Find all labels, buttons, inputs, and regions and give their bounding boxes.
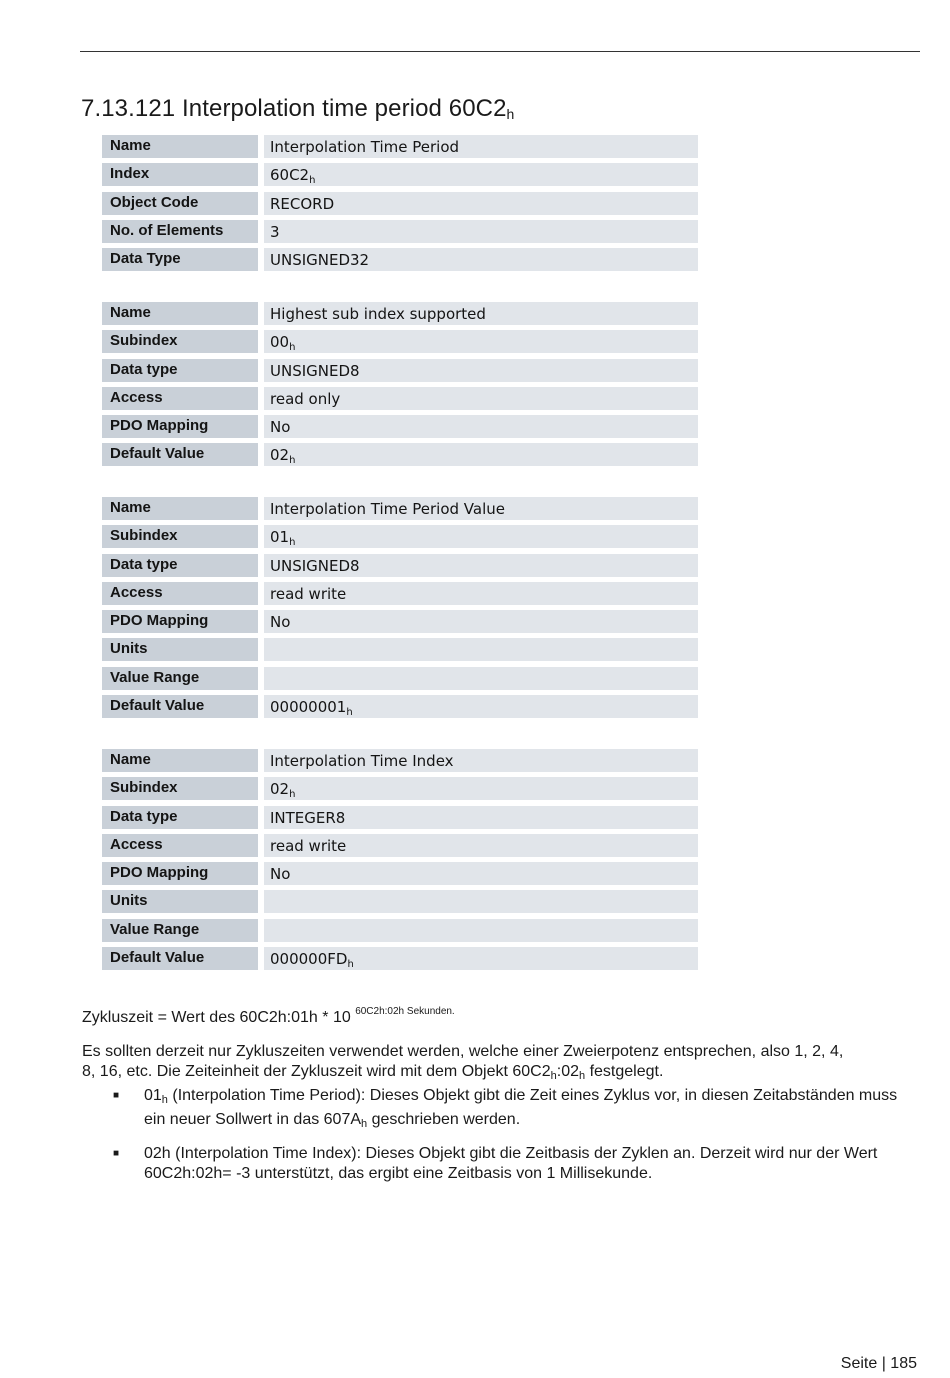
row-label: PDO Mapping <box>102 862 258 885</box>
table-row <box>102 890 698 913</box>
row-value <box>264 862 698 885</box>
row-label: Units <box>102 638 258 661</box>
table-row <box>102 638 698 661</box>
paragraph-line-2c: festgelegt. <box>585 1063 664 1080</box>
section-heading <box>81 95 514 123</box>
table-row <box>102 554 698 577</box>
table-row <box>102 806 698 829</box>
row-value-suffix: h <box>289 789 296 801</box>
row-value-text: No <box>270 865 291 884</box>
row-value-suffix: h <box>309 175 316 187</box>
row-label: Value Range <box>102 667 258 690</box>
section-number: 7.13.121 <box>81 95 176 122</box>
row-label: Value Range <box>102 919 258 942</box>
row-value-text: 00 <box>270 333 290 352</box>
table-row <box>102 834 698 857</box>
cycle-time-formula <box>82 1002 922 1028</box>
row-label: Data type <box>102 554 258 577</box>
header-rule <box>80 51 920 52</box>
page-footer: Seite | 185 <box>840 1355 917 1372</box>
row-value <box>264 220 698 243</box>
row-label: Data Type <box>102 248 258 271</box>
table-row <box>102 135 698 158</box>
table-row <box>102 667 698 690</box>
row-value-suffix: h <box>289 455 296 467</box>
row-value <box>264 330 698 353</box>
row-value-text: read write <box>270 584 347 603</box>
bullet-marker: ■ <box>113 1148 120 1159</box>
table-row <box>102 359 698 382</box>
table-row <box>102 302 698 325</box>
row-value-text: 000000FD <box>270 950 348 969</box>
row-value <box>264 554 698 577</box>
row-value-text: 3 <box>270 222 280 241</box>
row-value-suffix: h <box>289 537 296 549</box>
row-label: Subindex <box>102 330 258 353</box>
row-value <box>264 525 698 548</box>
row-value-text: INTEGER8 <box>270 808 346 827</box>
paragraph-sub-1: h <box>550 1070 557 1082</box>
row-value <box>264 667 698 690</box>
row-value <box>264 834 698 857</box>
table-row <box>102 330 698 353</box>
parameter-table <box>102 135 698 276</box>
row-value-text: Interpolation Time Period Value <box>270 500 505 518</box>
row-value-text: Highest sub index supported <box>270 305 486 323</box>
row-value-text: UNSIGNED8 <box>270 556 360 575</box>
row-value <box>264 302 698 325</box>
paragraph-sub-2: h <box>579 1070 586 1082</box>
row-value-text: Interpolation Time Index <box>270 752 454 770</box>
row-label: PDO Mapping <box>102 415 258 438</box>
row-label: Default Value <box>102 695 258 718</box>
row-label: Default Value <box>102 947 258 970</box>
paragraph-line-1: Es sollten derzeit nur Zykluszeiten verwendet werden, welche einer Zweierpotenz entsprechen, also 1, 2, 4, <box>82 1043 844 1060</box>
formula-exponent: 60C2h:02h Sekunden. <box>355 1006 455 1017</box>
bullet-list <box>82 1086 922 1194</box>
row-value-text: read write <box>270 836 347 855</box>
row-value <box>264 919 698 942</box>
table-row <box>102 919 698 942</box>
row-value-text: 60C2 <box>270 166 310 185</box>
parameter-table <box>102 302 698 472</box>
row-value <box>264 582 698 605</box>
row-label: Name <box>102 135 258 158</box>
parameter-table <box>102 497 698 723</box>
row-value-text: 00000001 <box>270 698 347 717</box>
row-label: Index <box>102 163 258 186</box>
row-value-text: 01 <box>270 528 290 547</box>
table-row <box>102 415 698 438</box>
table-row <box>102 192 698 215</box>
bullet-1-b: (Interpolation Time Period): Dieses Objekt gibt die Zeit eines Zyklus vor, in diesen Zeitabständen muss ein neuer Sollwert in das 607A <box>144 1087 898 1128</box>
bullet-1-c: geschrieben werden. <box>367 1111 521 1128</box>
row-value <box>264 359 698 382</box>
row-value-suffix: h <box>347 959 354 971</box>
table-row <box>102 387 698 410</box>
row-label: Subindex <box>102 525 258 548</box>
bullet-1-sub-b: h <box>361 1118 368 1130</box>
table-row <box>102 582 698 605</box>
row-value-text: Interpolation Time Period <box>270 138 460 156</box>
row-value <box>264 497 698 520</box>
row-label: Default Value <box>102 443 258 466</box>
row-label: Object Code <box>102 192 258 215</box>
row-label: Access <box>102 387 258 410</box>
table-row <box>102 525 698 548</box>
row-value-suffix: h <box>289 342 296 354</box>
row-label: No. of Elements <box>102 220 258 243</box>
bullet-1-sub-a: h <box>161 1094 168 1106</box>
row-label: Name <box>102 497 258 520</box>
table-row <box>102 248 698 271</box>
row-value <box>264 806 698 829</box>
row-value-text: UNSIGNED8 <box>270 361 360 380</box>
row-label: Access <box>102 582 258 605</box>
table-row <box>102 695 698 718</box>
row-value-text: RECORD <box>270 194 335 213</box>
row-value-text: No <box>270 613 291 632</box>
table-row <box>102 947 698 970</box>
body-paragraph <box>82 1042 922 1086</box>
row-value <box>264 387 698 410</box>
table-row <box>102 163 698 186</box>
row-value <box>264 443 698 466</box>
row-label: Name <box>102 749 258 772</box>
row-label: Data type <box>102 359 258 382</box>
row-label: Name <box>102 302 258 325</box>
table-row <box>102 497 698 520</box>
formula-text: Zykluszeit = Wert des 60C2h:01h * 10 <box>82 1009 356 1026</box>
row-value-text: 02 <box>270 446 290 465</box>
row-value <box>264 890 698 913</box>
paragraph-line-2b: :02 <box>556 1063 580 1080</box>
row-label: Subindex <box>102 777 258 800</box>
parameter-table <box>102 749 698 975</box>
row-value <box>264 638 698 661</box>
table-row <box>102 610 698 633</box>
row-label: Data type <box>102 806 258 829</box>
row-value-text: UNSIGNED32 <box>270 251 370 270</box>
section-title-suffix: h <box>506 106 515 122</box>
table-row <box>102 862 698 885</box>
row-value <box>264 695 698 718</box>
row-value <box>264 610 698 633</box>
bullet-item <box>82 1144 922 1184</box>
bullet-marker: ■ <box>113 1090 120 1101</box>
paragraph-line-2a: 8, 16, etc. Die Zeiteinheit der Zykluszeit wird mit dem Objekt 60C2 <box>82 1063 551 1080</box>
table-row <box>102 777 698 800</box>
row-label: PDO Mapping <box>102 610 258 633</box>
row-value-text: read only <box>270 389 341 408</box>
bullet-2-text: 02h (Interpolation Time Index): Dieses Objekt gibt die Zeitbasis der Zyklen an. Derzeit wird nur der Wert 60C2h:02h= -3 unterstützt, das ergibt eine Zeitbasis von 1 Millisekunde. <box>144 1145 878 1182</box>
row-value <box>264 415 698 438</box>
bullet-1-a: 01 <box>144 1087 162 1104</box>
row-value <box>264 248 698 271</box>
row-value-text: 02 <box>270 780 290 799</box>
row-value <box>264 135 698 158</box>
row-value <box>264 163 698 186</box>
bullet-item <box>82 1086 922 1134</box>
row-value <box>264 192 698 215</box>
row-label: Units <box>102 890 258 913</box>
row-value <box>264 947 698 970</box>
table-row <box>102 443 698 466</box>
table-row <box>102 220 698 243</box>
row-value-suffix: h <box>346 707 353 719</box>
row-label: Access <box>102 834 258 857</box>
row-value <box>264 777 698 800</box>
table-row <box>102 749 698 772</box>
section-title: Interpolation time period 60C2 <box>182 95 507 122</box>
row-value <box>264 749 698 772</box>
row-value-text: No <box>270 418 291 437</box>
